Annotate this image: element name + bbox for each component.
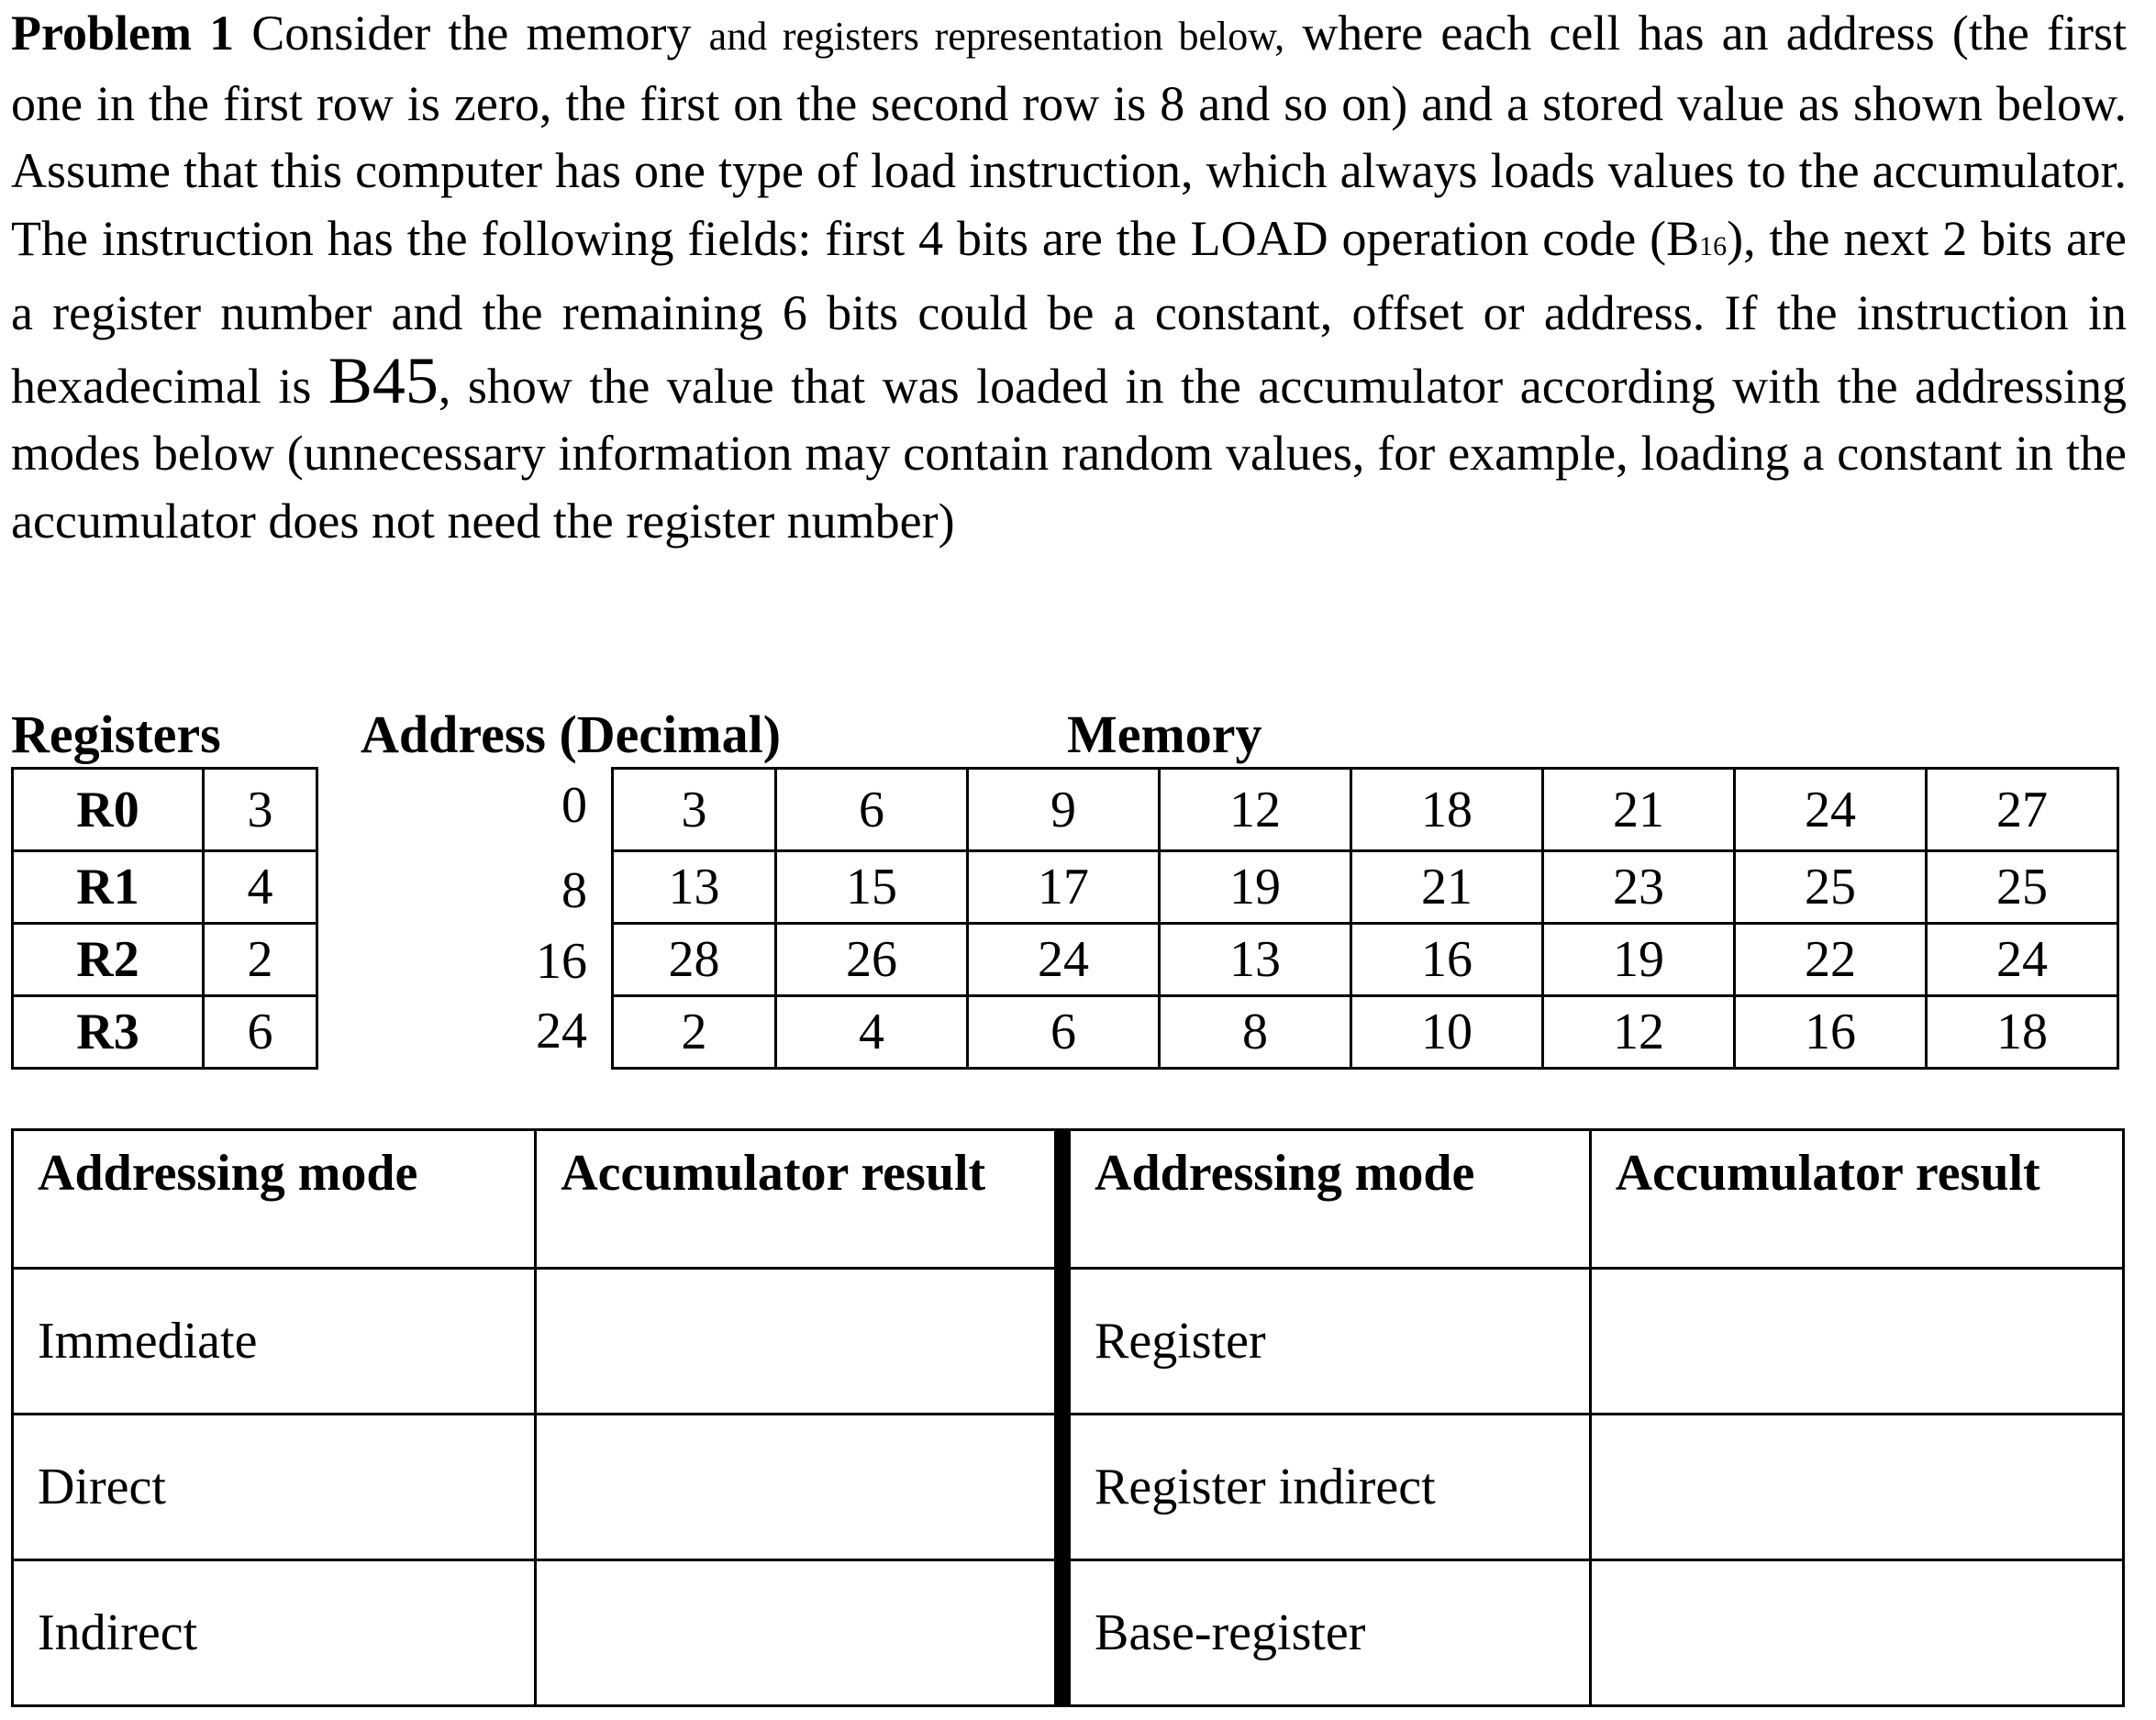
memory-row xyxy=(613,769,2118,851)
memory-cell: 25 xyxy=(1735,851,1927,924)
problem-text-1: Consider the memory xyxy=(234,6,709,61)
answer-cell-immediate xyxy=(536,1269,1062,1415)
memory-cell: 19 xyxy=(1160,851,1351,924)
mode-indirect: Indirect xyxy=(13,1560,536,1706)
memory-row xyxy=(613,924,2118,996)
memory-cell: 6 xyxy=(776,769,968,851)
modes-row xyxy=(13,1560,2124,1706)
memory-table xyxy=(611,767,2119,1070)
memory-label: Memory xyxy=(1067,705,1262,764)
header-accumulator-result: Accumulator result xyxy=(536,1130,1062,1269)
problem-text-4: ), the next 2 bits are a register number and the remaining 6 bits could be a constant, offset or address. If the instruction in hexadecimal is xyxy=(11,210,2127,414)
memory-cell: 28 xyxy=(613,924,776,996)
memory-cell: 2 xyxy=(613,996,776,1069)
memory-cell: 23 xyxy=(1543,851,1735,924)
registers-label: Registers xyxy=(11,705,221,764)
register-row xyxy=(13,996,317,1069)
address-16: 16 xyxy=(536,933,587,990)
memory-cell: 16 xyxy=(1735,996,1927,1069)
answer-cell-register-indirect xyxy=(1590,1415,2123,1560)
problem-text-3: where each cell has an address (the first one in the first row is zero, the first on the second row is 8 and so on) and a stored value as shown below. Assume that this computer has one type of load instruction, which always loads values to the accumulator. The instruction has the following fields: first 4 bits are the LOAD operation code (B xyxy=(11,6,2127,266)
memory-cell: 18 xyxy=(1927,996,2118,1069)
register-row xyxy=(13,851,317,924)
address-8: 8 xyxy=(561,862,587,919)
instruction-hex: B45 xyxy=(328,343,439,417)
memory-row xyxy=(613,996,2118,1069)
answer-cell-indirect xyxy=(536,1560,1062,1706)
address-0: 0 xyxy=(561,777,587,834)
register-value: 2 xyxy=(204,924,317,996)
memory-cell: 21 xyxy=(1543,769,1735,851)
addressing-modes-table xyxy=(11,1128,2125,1707)
register-value: 6 xyxy=(204,996,317,1069)
memory-cell: 4 xyxy=(776,996,968,1069)
memory-cell: 27 xyxy=(1927,769,2118,851)
address-label: Address (Decimal) xyxy=(361,705,782,764)
mode-direct: Direct xyxy=(13,1415,536,1560)
register-row xyxy=(13,769,317,851)
memory-row xyxy=(613,851,2118,924)
memory-cell: 17 xyxy=(968,851,1160,924)
memory-cell: 24 xyxy=(968,924,1160,996)
memory-cell: 12 xyxy=(1543,996,1735,1069)
problem-text-2: and registers representation below, xyxy=(708,14,1285,59)
memory-cell: 21 xyxy=(1351,851,1543,924)
memory-cell: 15 xyxy=(776,851,968,924)
header-addressing-mode: Addressing mode xyxy=(13,1130,536,1269)
header-addressing-mode: Addressing mode xyxy=(1062,1130,1590,1269)
memory-cell: 13 xyxy=(1160,924,1351,996)
memory-cell: 6 xyxy=(968,996,1160,1069)
memory-cell: 18 xyxy=(1351,769,1543,851)
mode-register: Register xyxy=(1062,1269,1590,1415)
answer-cell-direct xyxy=(536,1415,1062,1560)
memory-cell: 24 xyxy=(1927,924,2118,996)
mode-immediate: Immediate xyxy=(13,1269,536,1415)
memory-cell: 12 xyxy=(1160,769,1351,851)
memory-cell: 16 xyxy=(1351,924,1543,996)
problem-subscript: 16 xyxy=(1699,230,1728,261)
register-value: 3 xyxy=(204,769,317,851)
memory-cell: 3 xyxy=(613,769,776,851)
memory-cell: 9 xyxy=(968,769,1160,851)
answer-cell-register xyxy=(1590,1269,2123,1415)
address-24: 24 xyxy=(536,1003,587,1060)
problem-statement xyxy=(11,0,2127,555)
header-accumulator-result: Accumulator result xyxy=(1590,1130,2123,1269)
memory-cell: 8 xyxy=(1160,996,1351,1069)
memory-cell: 19 xyxy=(1543,924,1735,996)
register-row xyxy=(13,924,317,996)
memory-cell: 25 xyxy=(1927,851,2118,924)
memory-cell: 13 xyxy=(613,851,776,924)
memory-cell: 10 xyxy=(1351,996,1543,1069)
answer-cell-base-register xyxy=(1590,1560,2123,1706)
register-name: R2 xyxy=(13,924,204,996)
mode-base-register: Base-register xyxy=(1062,1560,1590,1706)
mode-register-indirect: Register indirect xyxy=(1062,1415,1590,1560)
modes-row xyxy=(13,1415,2124,1560)
problem-label: Problem 1 xyxy=(11,6,235,61)
modes-row xyxy=(13,1269,2124,1415)
register-name: R3 xyxy=(13,996,204,1069)
memory-cell: 24 xyxy=(1735,769,1927,851)
register-name: R0 xyxy=(13,769,204,851)
problem-text-5: , show the value that was loaded in the accumulator according with the addressing modes below (unnecessary information may contain random values, for example, loading a constant in the accumulator does not need the register number) xyxy=(11,358,2127,549)
register-name: R1 xyxy=(13,851,204,924)
register-value: 4 xyxy=(204,851,317,924)
memory-cell: 22 xyxy=(1735,924,1927,996)
registers-table xyxy=(11,767,318,1070)
modes-header-row xyxy=(13,1130,2124,1269)
memory-cell: 26 xyxy=(776,924,968,996)
